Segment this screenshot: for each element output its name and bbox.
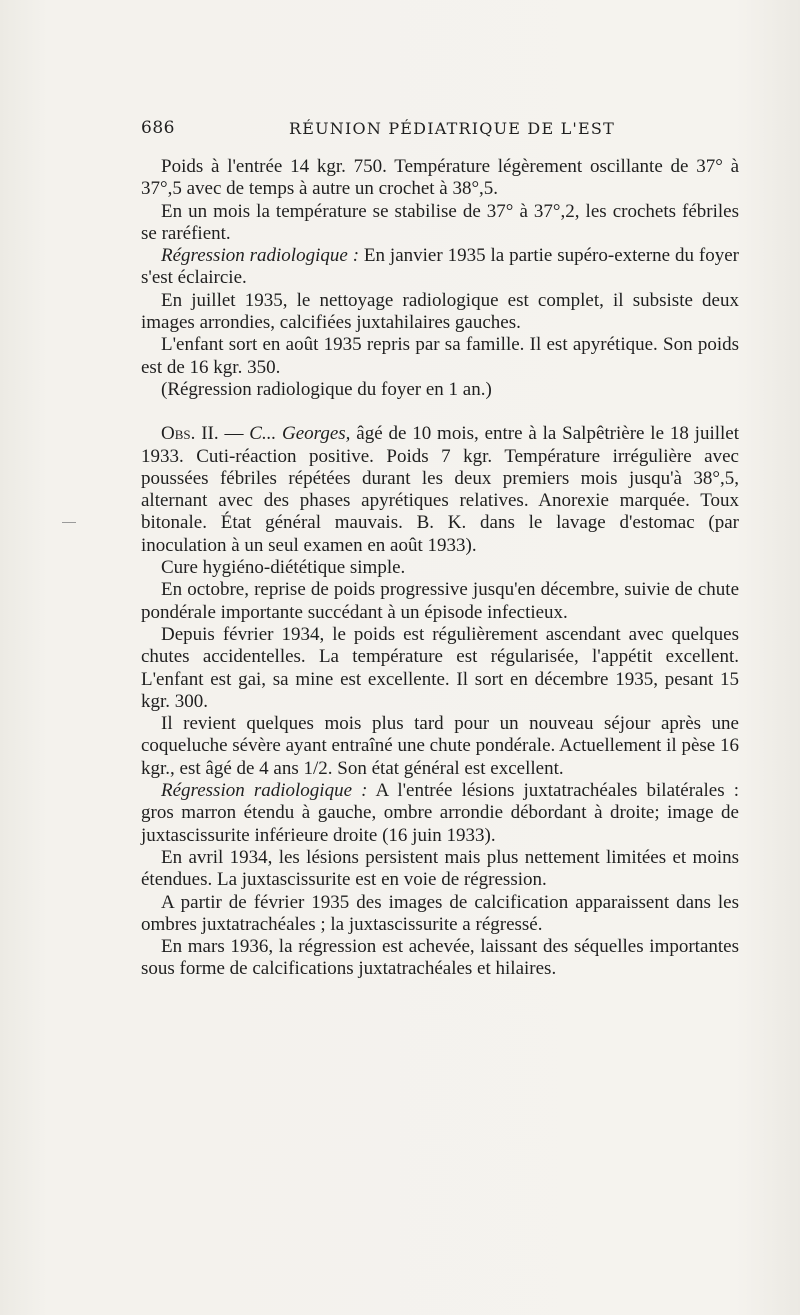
paragraph: Depuis février 1934, le poids est régulièrement ascendant avec quelques chutes accidentelles. La température est régularisée, l'appétit excellent. L'enfant est gai, sa mine est excellente. Il sort en décembre 1935, pesant 15 kgr. 300.	[141, 623, 739, 712]
paragraph: En avril 1934, les lésions persistent mais plus nettement limitées et moins étendues. La juxtascissurite est en voie de régression.	[141, 846, 739, 891]
running-head: RÉUNION PÉDIATRIQUE DE L'EST	[289, 119, 615, 138]
paragraph: Poids à l'entrée 14 kgr. 750. Température légèrement oscillante de 37° à 37°,5 avec de temps à autre un crochet à 38°,5.	[141, 156, 739, 200]
paragraph: (Régression radiologique du foyer en 1 an.)	[161, 378, 492, 400]
paragraph: En juillet 1935, le nettoyage radiologique est complet, il subsiste deux images arrondies, calcifiées juxtahilaires gauches.	[141, 289, 739, 334]
paragraph: En mars 1936, la régression est achevée, laissant des séquelles importantes sous forme de calcifications juxtatrachéales et hilaires.	[141, 936, 739, 980]
paragraph: En un mois la température se stabilise de 37° à 37°,2, les crochets fébriles se raréfient.	[141, 200, 739, 244]
observation-label: Obs. II.	[161, 423, 219, 445]
paragraph: Il revient quelques mois plus tard pour un nouveau séjour après une coqueluche sévère ayant entraîné une chute pondérale. Actuellement il pèse 16 kgr., est âgé de 4 ans 1/2. Son état général est excellent.	[141, 713, 739, 779]
section-lead: Régression radiologique :	[161, 780, 368, 802]
page-header	[141, 118, 739, 140]
body-text	[141, 156, 739, 981]
paragraph: Régression radiologique : En janvier 1935 la partie supéro-externe du foyer s'est éclaircie.	[141, 245, 739, 289]
paragraph: Régression radiologique : A l'entrée lésions juxtatrachéales bilatérales : gros marron étendu à gauche, ombre arrondie débordant à droite; image de juxtascissurite inférieure droite (16 juin 1933).	[141, 780, 740, 846]
page-number: 686	[141, 118, 175, 138]
margin-mark	[62, 522, 76, 523]
section-lead: Régression radiologique :	[161, 245, 360, 267]
observation-paragraph: Obs. II. — C... Georges, âgé de 10 mois, entre à la Salpêtrière le 18 juillet 1933. Cuti-réaction positive. Poids 7 kgr. Température irrégulière avec poussées fébriles répétées durant les deux premiers mois jusqu'à 38°,5, alternant avec des phases apyrétiques relatives. Anorexie marquée. Toux bitonale. État général mauvais. B. K. dans le lavage d'estomac (par inoculation à un seul examen en août 1933).	[141, 423, 739, 556]
paragraph: En octobre, reprise de poids progressive jusqu'en décembre, suivie de chute pondérale importante succédant à un épisode infectieux.	[141, 579, 739, 623]
paragraph: Cure hygiéno-diététique simple.	[161, 557, 406, 579]
paragraph: L'enfant sort en août 1935 repris par sa famille. Il est apyrétique. Son poids est de 16 kgr. 350.	[141, 334, 739, 378]
paragraph: A partir de février 1935 des images de calcification apparaissent dans les ombres juxtatrachéales ; la juxtascissurite a régressé.	[141, 891, 739, 935]
patient-name: C... Georges,	[249, 423, 351, 445]
